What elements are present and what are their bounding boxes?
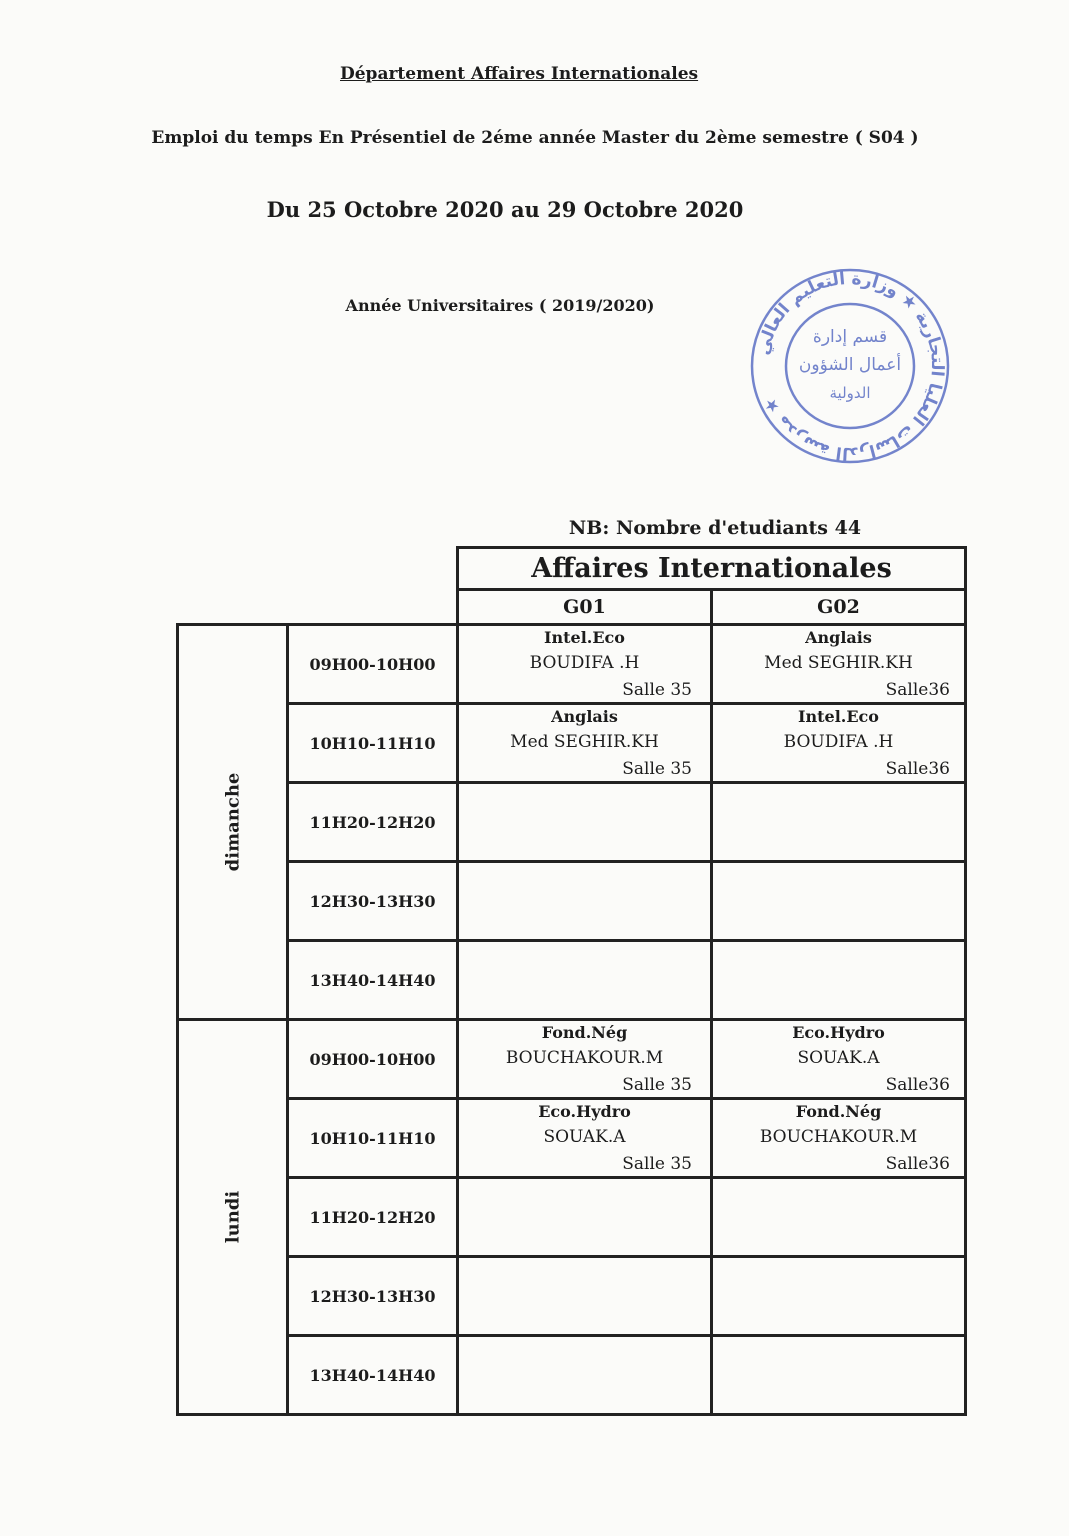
table-row [178, 1178, 966, 1257]
day-label: lundi [222, 1190, 243, 1244]
session-cell-g02 [712, 625, 966, 704]
group-header-g01: G01 [458, 590, 712, 625]
session-cell-g02 [712, 1178, 966, 1257]
time-slot-label: 12H30-13H30 [288, 1257, 458, 1336]
session-teacher: BOUDIFA .H [529, 653, 640, 673]
table-row [178, 625, 966, 704]
session-subject: Eco.Hydro [538, 1102, 631, 1121]
session-cell-g02 [712, 783, 966, 862]
session-subject: Anglais [551, 707, 618, 726]
stamp-outer-text: مدرسة الدراسات العليا التجارية ★ وزارة التعليم العالي ★ [753, 268, 948, 464]
session-subject: Eco.Hydro [792, 1023, 885, 1042]
session-cell-g02 [712, 862, 966, 941]
blank-corner [178, 590, 458, 625]
session-cell-g01 [458, 625, 712, 704]
day-cell [178, 625, 288, 1020]
session-room: Salle 35 [622, 1154, 692, 1174]
table-row [178, 941, 966, 1020]
session-subject: Fond.Nég [541, 1023, 628, 1042]
time-slot-label: 11H20-12H20 [288, 1178, 458, 1257]
official-stamp [748, 264, 952, 468]
day-cell [178, 1020, 288, 1415]
table-row [178, 704, 966, 783]
blank-corner [178, 548, 458, 590]
session-cell-g01 [458, 1020, 712, 1099]
session-room: Salle 35 [622, 680, 692, 700]
session-cell-g01 [458, 1099, 712, 1178]
session-subject: Anglais [805, 628, 872, 647]
session-teacher: BOUCHAKOUR.M [505, 1048, 664, 1068]
session-room: Salle36 [885, 759, 950, 779]
session-cell-g01 [458, 1257, 712, 1336]
session-teacher: BOUDIFA .H [783, 732, 894, 752]
table-row [178, 1020, 966, 1099]
time-slot-label: 09H00-10H00 [288, 625, 458, 704]
stamp-inner-line: الدولية [829, 384, 871, 402]
table-row [178, 862, 966, 941]
session-cell-g02 [712, 941, 966, 1020]
table-row [178, 783, 966, 862]
program-header: Affaires Internationales [458, 548, 966, 590]
group-header-g02: G02 [712, 590, 966, 625]
session-cell-g01 [458, 941, 712, 1020]
session-cell-g01 [458, 783, 712, 862]
session-cell-g02 [712, 1336, 966, 1415]
stamp-inner-line: أعمال الشؤون [798, 355, 902, 375]
session-cell-g01 [458, 862, 712, 941]
session-teacher: Med SEGHIR.KH [764, 653, 913, 673]
day-label: dimanche [222, 772, 243, 872]
session-room: Salle36 [885, 1075, 950, 1095]
table-row [178, 1099, 966, 1178]
session-cell-g02 [712, 1257, 966, 1336]
session-teacher: Med SEGHIR.KH [510, 732, 659, 752]
session-subject: Intel.Eco [798, 707, 879, 726]
table-row [178, 1257, 966, 1336]
session-room: Salle 35 [622, 1075, 692, 1095]
session-cell-g01 [458, 704, 712, 783]
session-cell-g02 [712, 704, 966, 783]
time-slot-label: 10H10-11H10 [288, 704, 458, 783]
time-slot-label: 13H40-14H40 [288, 941, 458, 1020]
time-slot-label: 09H00-10H00 [288, 1020, 458, 1099]
time-slot-label: 13H40-14H40 [288, 1336, 458, 1415]
department-title: Département Affaires Internationales [340, 64, 699, 84]
session-cell-g01 [458, 1178, 712, 1257]
session-cell-g02 [712, 1099, 966, 1178]
schedule-table [176, 546, 967, 1416]
session-teacher: SOUAK.A [543, 1127, 626, 1147]
schedule-title: Emploi du temps En Présentiel de 2éme année Master du 2ème semestre ( S04 ) [151, 128, 919, 148]
stamp-inner-line: قسم إدارة [812, 327, 888, 347]
academic-year: Année Universitaires ( 2019/2020) [345, 296, 655, 315]
session-room: Salle36 [885, 1154, 950, 1174]
time-slot-label: 11H20-12H20 [288, 783, 458, 862]
session-teacher: BOUCHAKOUR.M [759, 1127, 918, 1147]
session-subject: Fond.Nég [795, 1102, 882, 1121]
session-cell-g02 [712, 1020, 966, 1099]
session-room: Salle36 [885, 680, 950, 700]
student-count-note: NB: Nombre d'etudiants 44 [568, 517, 862, 539]
date-range: Du 25 Octobre 2020 au 29 Octobre 2020 [266, 197, 744, 222]
time-slot-label: 10H10-11H10 [288, 1099, 458, 1178]
session-subject: Intel.Eco [544, 628, 625, 647]
session-teacher: SOUAK.A [797, 1048, 880, 1068]
session-cell-g01 [458, 1336, 712, 1415]
table-row [178, 1336, 966, 1415]
session-room: Salle 35 [622, 759, 692, 779]
time-slot-label: 12H30-13H30 [288, 862, 458, 941]
